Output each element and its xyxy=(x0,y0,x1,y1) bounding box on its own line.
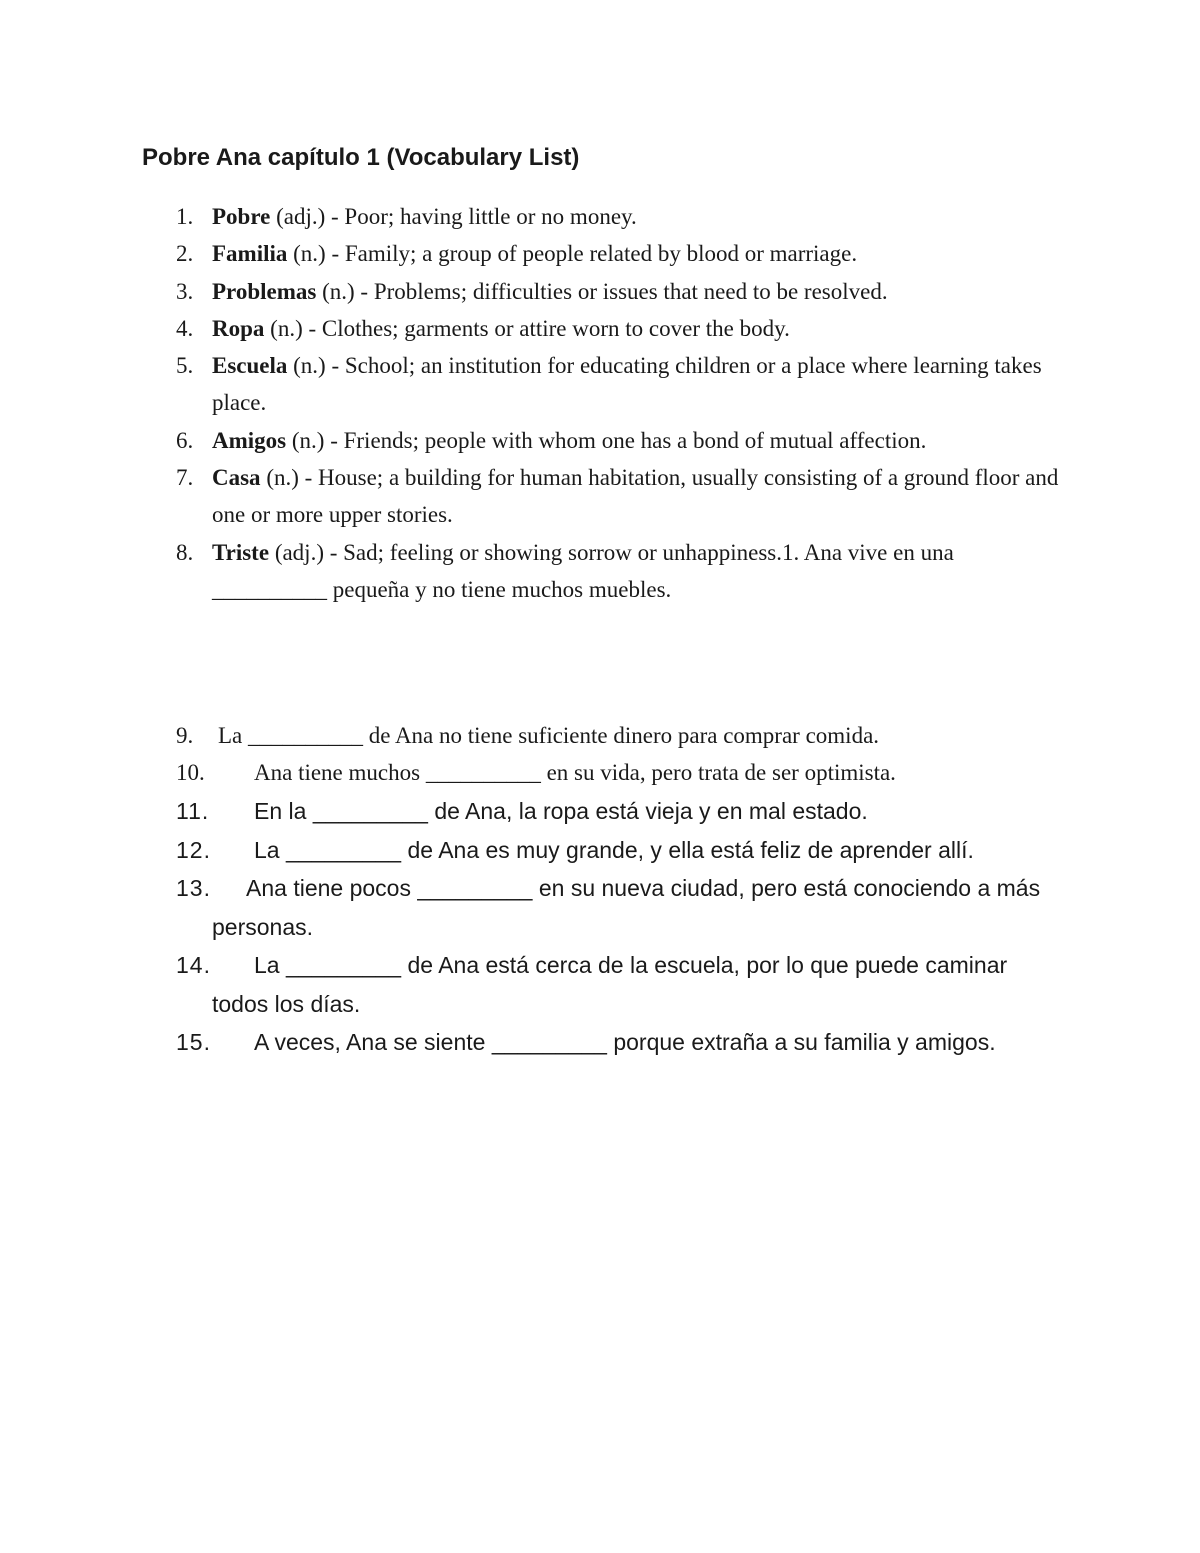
list-item xyxy=(0,946,1042,1023)
page-title: Pobre Ana capítulo 1 (Vocabulary List) xyxy=(142,144,580,171)
vocab-term: Casa xyxy=(212,465,261,491)
list-item xyxy=(0,754,1200,791)
vocab-definition: (n.) - Problems; difficulties or issues that need to be resolved. xyxy=(316,278,888,304)
list-item xyxy=(0,235,1062,272)
vocab-definition: (n.) - Clothes; garments or attire worn to cover the body. xyxy=(264,315,790,341)
item-number: 8. xyxy=(176,539,194,565)
item-number: 9. xyxy=(176,723,194,748)
list-item xyxy=(0,869,1042,946)
list-item xyxy=(0,310,1062,347)
list-item xyxy=(0,717,1200,754)
list-item xyxy=(0,459,1062,534)
vocab-definition: (adj.) - Poor; having little or no money. xyxy=(270,204,637,229)
fill-in-sentences-sans xyxy=(0,792,1200,1062)
item-number: 12. xyxy=(176,836,211,863)
vocab-definition: (adj.) - Sad; feeling or showing sorrow or unhappiness.1. Ana vive en una __________ pequeña y no tiene muchos muebles. xyxy=(212,539,954,602)
sentence-text: A veces, Ana se siente _________ porque extraña a su familia y amigos. xyxy=(254,1029,996,1055)
vocab-definition: (n.) - School; an institution for educating children or a place where learning takes place. xyxy=(212,353,1042,416)
item-number: 11. xyxy=(176,798,210,824)
item-number: 1. xyxy=(176,204,194,229)
list-item xyxy=(0,273,1062,310)
sentence-text: Ana tiene pocos _________ en su nueva ciudad, pero está conociendo a más personas. xyxy=(212,875,1041,940)
vocabulary-list xyxy=(0,198,1200,608)
item-number: 2. xyxy=(176,241,194,267)
vocab-term: Pobre xyxy=(212,204,271,229)
sentence-text: La __________ de Ana no tiene suficiente dinero para comprar comida. xyxy=(218,723,880,748)
list-item xyxy=(0,1023,1042,1062)
vocab-term: Familia xyxy=(212,241,288,267)
sentence-text: En la _________ de Ana, la ropa está vieja y en mal estado. xyxy=(254,798,868,824)
vocab-definition: (n.) - Family; a group of people related by blood or marriage. xyxy=(287,241,858,267)
list-item xyxy=(0,534,1062,609)
list-item xyxy=(0,792,1042,831)
fill-in-sentences-serif xyxy=(0,717,1200,792)
item-number: 10. xyxy=(176,760,205,786)
item-number: 6. xyxy=(176,427,194,453)
item-number: 15. xyxy=(176,1029,211,1055)
list-item xyxy=(0,422,1062,459)
vocab-term: Ropa xyxy=(212,315,265,341)
vocab-term: Problemas xyxy=(212,278,317,304)
vocab-definition: (n.) - Friends; people with whom one has a bond of mutual affection. xyxy=(286,427,927,453)
vocab-term: Triste xyxy=(212,539,270,565)
vocab-definition: (n.) - House; a building for human habitation, usually consisting of a ground floor and one or more upper stories. xyxy=(212,465,1059,528)
item-number: 5. xyxy=(176,353,194,379)
list-item xyxy=(0,198,1062,235)
sentence-text: La _________ de Ana está cerca de la escuela, por lo que puede caminar todos los días. xyxy=(212,952,1008,1017)
sentence-text: La _________ de Ana es muy grande, y ella está feliz de aprender allí. xyxy=(254,836,974,863)
vocab-term: Amigos xyxy=(212,427,287,453)
item-number: 4. xyxy=(176,315,194,341)
list-item xyxy=(0,347,1062,422)
item-number: 13. xyxy=(176,875,211,901)
item-number: 3. xyxy=(176,278,194,304)
sentence-text: Ana tiene muchos __________ en su vida, pero trata de ser optimista. xyxy=(254,760,896,786)
list-item xyxy=(0,831,1042,870)
item-number: 7. xyxy=(176,465,194,491)
item-number: 14. xyxy=(176,952,211,978)
vocab-term: Escuela xyxy=(212,353,288,379)
